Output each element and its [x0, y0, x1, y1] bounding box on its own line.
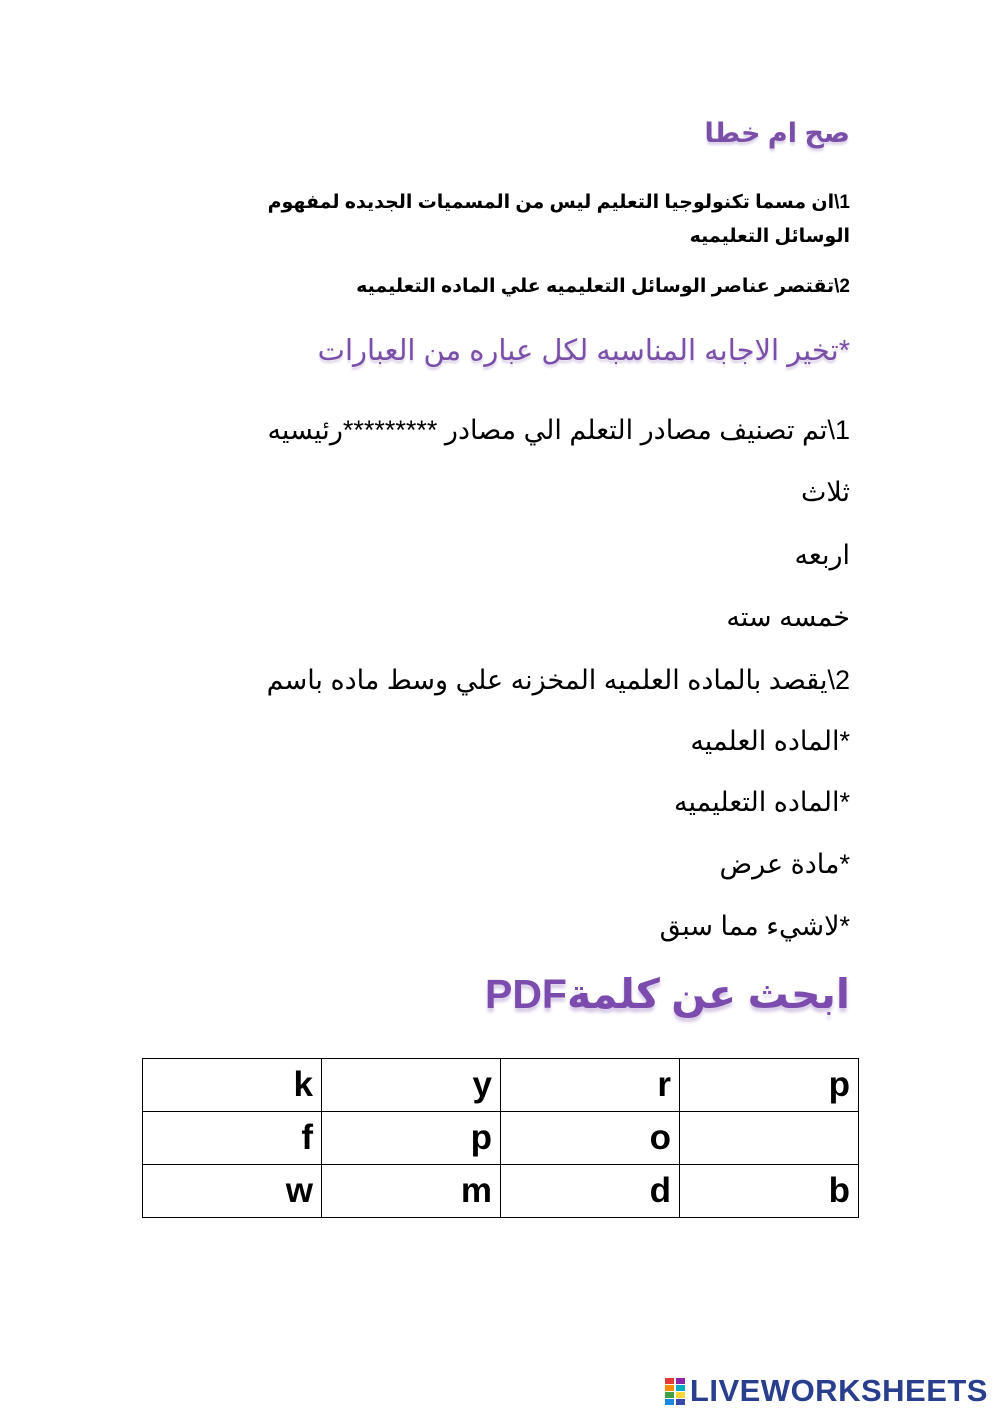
mc-question-2: 2\يقصد بالماده العلميه المخزنه علي وسط ماده باسم: [266, 665, 850, 695]
grid-cell[interactable]: b: [680, 1165, 859, 1218]
grid-cell[interactable]: w: [143, 1165, 322, 1218]
grid-row: [143, 1059, 859, 1112]
word-search-grid: [142, 1058, 859, 1218]
liveworksheets-brand: [665, 1373, 988, 1409]
liveworksheets-logo-icon: [665, 1376, 687, 1406]
grid-cell[interactable]: m: [322, 1165, 501, 1218]
grid-cell[interactable]: [680, 1112, 859, 1165]
multiple-choice-title: *تخير الاجابه المناسبه لكل عباره من العبارات: [317, 335, 850, 367]
grid-cell[interactable]: o: [501, 1112, 680, 1165]
grid-row: [143, 1165, 859, 1218]
mc-question-2-option-2[interactable]: *الماده التعليميه: [674, 787, 850, 817]
mc-question-2-option-4[interactable]: *لاشيء مما سبق: [659, 911, 850, 941]
grid-cell[interactable]: k: [143, 1059, 322, 1112]
word-search-title: ابحث عن كلمةPDF: [484, 971, 850, 1017]
true-false-question-1: 1\ان مسما تكنولوجيا التعليم ليس من المسميات الجديده لمفهوم الوسائل التعليميه: [267, 192, 850, 247]
grid-cell[interactable]: p: [322, 1112, 501, 1165]
mc-question-1-option-2[interactable]: اربعه: [794, 540, 850, 570]
grid-row: [143, 1112, 859, 1165]
grid-cell[interactable]: f: [143, 1112, 322, 1165]
mc-question-1-option-1[interactable]: ثلاث: [800, 477, 850, 507]
grid-cell[interactable]: d: [501, 1165, 680, 1218]
grid-cell[interactable]: p: [680, 1059, 859, 1112]
true-false-question-2: 2\تقتصر عناصر الوسائل التعليميه علي الماده التعليميه: [356, 276, 850, 297]
grid-cell[interactable]: y: [322, 1059, 501, 1112]
grid-cell[interactable]: r: [501, 1059, 680, 1112]
mc-question-2-option-1[interactable]: *الماده العلميه: [690, 726, 850, 756]
mc-question-1: 1\تم تصنيف مصادر التعلم الي مصادر *********رئيسيه: [267, 415, 850, 445]
mc-question-2-option-3[interactable]: *مادة عرض: [719, 849, 850, 879]
brand-name: LIVEWORKSHEETS: [689, 1373, 988, 1408]
true-false-title: صح ام خطا: [704, 118, 850, 148]
mc-question-1-option-3[interactable]: خمسه سته: [726, 602, 850, 632]
